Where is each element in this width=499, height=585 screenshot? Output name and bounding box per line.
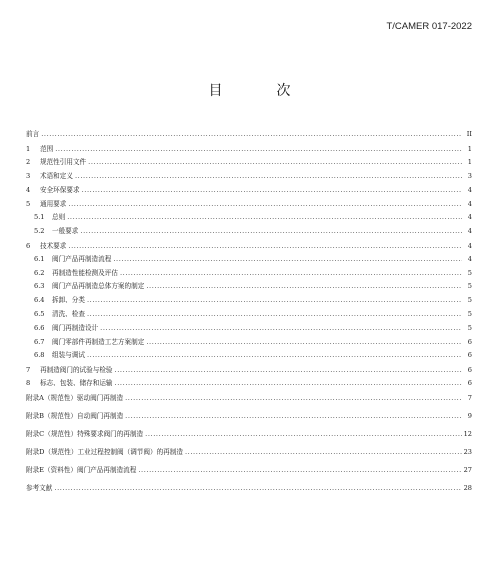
toc-entry-page: 7 [467, 394, 472, 402]
toc-entry-page: 23 [463, 448, 472, 456]
toc-entry[interactable] [26, 392, 472, 404]
toc-entry-label: 附录A（规范性）驱动阀门再制造 [26, 394, 124, 402]
toc-leader-dots [68, 240, 462, 252]
toc-entry-label: 通用要求 [40, 200, 67, 208]
toc-leader-dots [185, 446, 462, 458]
toc-entry[interactable] [26, 349, 472, 361]
document-code: T/CAMER 017-2022 [386, 21, 472, 32]
toc-entry-page: 27 [463, 466, 472, 474]
toc-leader-dots [87, 349, 462, 361]
toc-entry-number: 3 [26, 172, 31, 180]
toc-entry-page: 4 [467, 200, 472, 208]
toc-entry[interactable] [26, 377, 472, 389]
toc-entry[interactable] [26, 410, 472, 422]
toc-leader-dots [146, 280, 462, 292]
toc-entry-label: 再制造性能检测及评估 [52, 269, 118, 277]
toc-entry-page: 5 [467, 296, 472, 304]
toc-entry[interactable] [26, 364, 472, 376]
toc-entry[interactable] [26, 464, 472, 476]
toc-entry-page: 5 [467, 269, 472, 277]
toc-entry-number: 2 [26, 158, 31, 166]
toc-leader-dots [87, 308, 462, 320]
toc-entry-page: 4 [467, 227, 472, 235]
toc-entry-page: 6 [467, 379, 472, 387]
toc-leader-dots [88, 156, 462, 168]
toc-entry-label: 附录C（规范性）特殊要求阀门的再制造 [26, 430, 144, 438]
toc-entry-label: 一般要求 [52, 227, 79, 235]
toc-entry-number: 6.4 [34, 296, 45, 304]
page-title: 目 次 [208, 83, 311, 99]
toc-entry[interactable] [26, 198, 472, 210]
toc-entry[interactable] [26, 294, 472, 306]
toc-entry-page: 9 [467, 412, 472, 420]
toc-leader-dots [125, 410, 462, 422]
toc-entry-number: 6.1 [34, 255, 45, 263]
toc-entry[interactable] [26, 253, 472, 265]
toc-entry-label: 前言 [26, 130, 40, 138]
toc-entry-label: 范围 [40, 145, 54, 153]
toc-entry[interactable] [26, 446, 472, 458]
toc-leader-dots [145, 428, 461, 440]
toc-entry-page: 1 [467, 145, 472, 153]
toc-entry-label: 术语和定义 [40, 172, 73, 180]
toc-entry-number: 6.8 [34, 351, 45, 359]
toc-entry-page: 1 [467, 158, 472, 166]
toc-leader-dots [115, 364, 462, 376]
toc-entry-number: 6 [26, 242, 31, 250]
toc-leader-dots [100, 322, 462, 334]
toc-entry-page: 5 [467, 282, 472, 290]
toc-leader-dots [54, 482, 461, 494]
toc-entry-label: 组装与调试 [52, 351, 85, 359]
toc-entry-number: 7 [26, 366, 31, 374]
toc-entry-page: 4 [467, 255, 472, 263]
toc-entry-label: 阀门产品再制造流程 [52, 255, 112, 263]
toc-entry-number: 5.2 [34, 227, 45, 235]
toc-entry[interactable] [26, 156, 472, 168]
toc-leader-dots [113, 253, 462, 265]
toc-leader-dots [68, 198, 462, 210]
toc-entry-page: 5 [467, 310, 472, 318]
toc-leader-dots [138, 464, 461, 476]
toc-entry[interactable] [26, 211, 472, 223]
toc-entry[interactable] [26, 482, 472, 494]
toc-entry-label: 阀门零部件再制造工艺方案制定 [52, 338, 145, 346]
toc-entry-number: 4 [26, 186, 31, 194]
toc-entry[interactable] [26, 143, 472, 155]
toc-entry-page: 6 [467, 338, 472, 346]
toc-entry-page: 12 [463, 430, 472, 438]
toc-leader-dots [125, 392, 462, 404]
toc-entry-page: 4 [467, 242, 472, 250]
toc-entry[interactable] [26, 428, 472, 440]
toc-entry[interactable] [26, 184, 472, 196]
toc-entry-number: 6.5 [34, 310, 45, 318]
toc-leader-dots [82, 184, 462, 196]
toc-entry-label: 技术要求 [40, 242, 67, 250]
toc-leader-dots [41, 128, 462, 140]
toc-entry-label: 标志、包装、储存和运输 [40, 379, 113, 387]
toc-entry-page: 6 [467, 366, 472, 374]
toc-entry-label: 阀门再制造设计 [52, 324, 99, 332]
toc-entry[interactable] [26, 170, 472, 182]
toc-entry-number: 1 [26, 145, 31, 153]
toc-entry[interactable] [26, 308, 472, 320]
toc-entry[interactable] [26, 336, 472, 348]
toc-leader-dots [87, 294, 462, 306]
toc-entry-label: 参考文献 [26, 484, 53, 492]
toc-entry-label: 再制造阀门的试验与检验 [40, 366, 113, 374]
toc-entry-number: 8 [26, 379, 31, 387]
toc-entry-label: 附录B（规范性）自动阀门再制造 [26, 412, 124, 420]
toc-leader-dots [67, 211, 462, 223]
toc-entry-label: 安全环保要求 [40, 186, 80, 194]
toc-entry-label: 附录E（资料性）阀门产品再制造流程 [26, 466, 137, 474]
toc-entry-number: 6.2 [34, 269, 45, 277]
toc-entry-page: 28 [463, 484, 472, 492]
toc-entry[interactable] [26, 322, 472, 334]
toc-entry-number: 6.6 [34, 324, 45, 332]
toc-entry-number: 5 [26, 200, 31, 208]
toc-entry-label: 清洗、检查 [52, 310, 85, 318]
toc-leader-dots [146, 336, 462, 348]
toc-entry-number: 6.3 [34, 282, 45, 290]
toc-entry[interactable] [26, 128, 472, 140]
toc-entry[interactable] [26, 267, 472, 279]
toc-leader-dots [75, 170, 462, 182]
toc-entry-label: 总则 [52, 213, 66, 221]
toc-entry-label: 拆卸、分类 [52, 296, 85, 304]
toc-entry-page: 6 [467, 351, 472, 359]
toc-entry-label: 规范性引用文件 [40, 158, 87, 166]
toc-entry-page: II [466, 130, 472, 138]
toc-entry-page: 4 [467, 186, 472, 194]
toc-leader-dots [80, 225, 462, 237]
toc-entry[interactable] [26, 225, 472, 237]
toc-entry-page: 3 [467, 172, 472, 180]
toc-entry-page: 5 [467, 324, 472, 332]
toc-entry[interactable] [26, 240, 472, 252]
toc-leader-dots [55, 143, 462, 155]
toc-entry-page: 4 [467, 213, 472, 221]
toc-leader-dots [120, 267, 462, 279]
toc-entry[interactable] [26, 280, 472, 292]
toc-entry-number: 5.1 [34, 213, 45, 221]
toc-leader-dots [115, 377, 462, 389]
toc-entry-label: 阀门产品再制造总体方案的制定 [52, 282, 145, 290]
toc-entry-label: 附录D（规范性）工业过程控制阀（调节阀）的再制造 [26, 448, 183, 456]
toc-entry-number: 6.7 [34, 338, 45, 346]
